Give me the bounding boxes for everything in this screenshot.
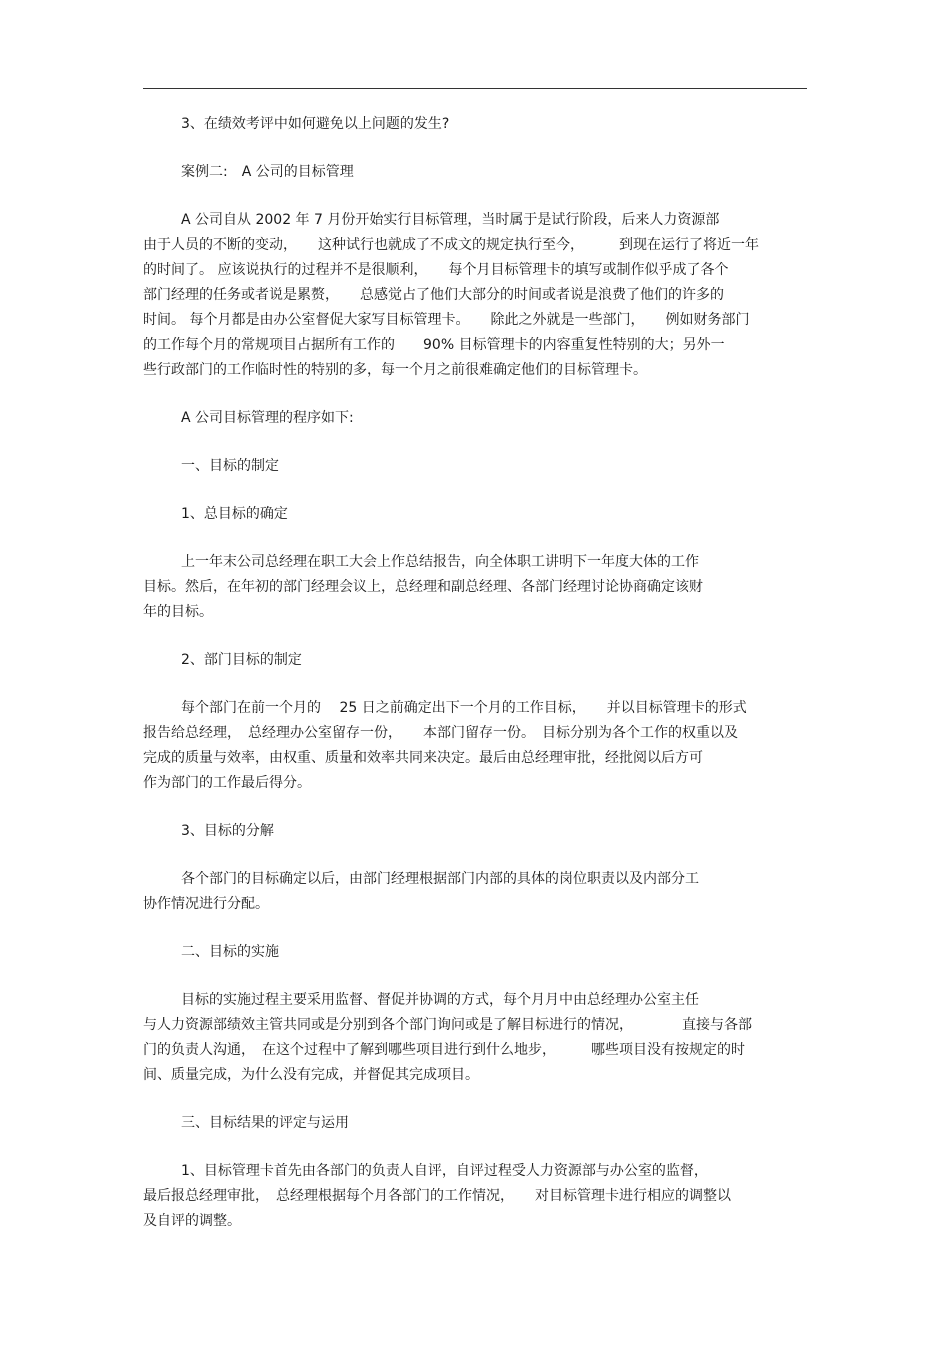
section-heading — [143, 454, 807, 479]
text-line: 一、目标的制定 — [181, 458, 279, 474]
text-line: 间、质量完成，为什么没有完成，并督促其完成项目。 — [143, 1067, 479, 1083]
section-heading — [143, 648, 807, 673]
text-line: 1、目标管理卡首先由各部门的负责人自评，自评过程受人力资源部与办公室的监督， — [181, 1163, 708, 1179]
text-line: 案例二: A 公司的目标管理 — [181, 164, 354, 180]
block-gap — [143, 383, 807, 406]
text-line: 由于人员的不断的变动， 这种试行也就成了不成文的规定执行至今， 到现在运行了将近一年 — [143, 237, 759, 253]
block-gap — [143, 917, 807, 940]
text-line: 报告给总经理， 总经理办公室留存一份， 本部门留存一份。 目标分别为各个工作的权重以及 — [143, 725, 738, 741]
body-paragraph — [143, 988, 807, 1088]
header-rule — [143, 88, 807, 89]
block-gap — [143, 479, 807, 502]
block-gap — [143, 527, 807, 550]
text-line: A 公司目标管理的程序如下: — [181, 410, 354, 426]
text-line: 的工作每个月的常规项目占据所有工作的 90% 目标管理卡的内容重复性特别的大；另外一 — [143, 337, 725, 353]
section-heading — [143, 819, 807, 844]
text-line: 的时间了。 应该说执行的过程并不是很顺利， 每个月目标管理卡的填写或制作似乎成了各个 — [143, 262, 729, 278]
body-paragraph — [143, 696, 807, 796]
text-line: 时间。 每个月都是由办公室督促大家写目标管理卡。 除此之外就是一些部门， 例如财务部门 — [143, 312, 750, 328]
text-line: 二、目标的实施 — [181, 944, 279, 960]
block-gap — [143, 137, 807, 160]
block-gap — [143, 796, 807, 819]
section-heading — [143, 112, 807, 137]
text-line: 门的负责人沟通， 在这个过程中了解到哪些项目进行到什么地步， 哪些项目没有按规定的时 — [143, 1042, 745, 1058]
text-line: 每个部门在前一个月的 25 日之前确定出下一个月的工作目标， 并以目标管理卡的形式 — [181, 700, 747, 716]
section-heading — [143, 1111, 807, 1136]
text-line: 部门经理的任务或者说是累赘， 总感觉占了他们大部分的时间或者说是浪费了他们的许多的 — [143, 287, 724, 303]
text-line: 与人力资源部绩效主管共同或是分别到各个部门询问或是了解目标进行的情况， 直接与各部 — [143, 1017, 752, 1033]
text-line: 目标的实施过程主要采用监督、督促并协调的方式，每个月月中由总经理办公室主任 — [181, 992, 699, 1008]
body-paragraph — [143, 208, 807, 383]
body-paragraph — [143, 1159, 807, 1234]
block-gap — [143, 844, 807, 867]
text-line: 最后报总经理审批， 总经理根据每个月各部门的工作情况， 对目标管理卡进行相应的调整以 — [143, 1188, 731, 1204]
block-gap — [143, 625, 807, 648]
block-gap — [143, 185, 807, 208]
block-gap — [143, 1088, 807, 1111]
block-gap — [143, 431, 807, 454]
text-line: 上一年末公司总经理在职工大会上作总结报告，向全体职工讲明下一年度大体的工作 — [181, 554, 699, 570]
text-line: 各个部门的目标确定以后，由部门经理根据部门内部的具体的岗位职责以及内部分工 — [181, 871, 699, 887]
body-paragraph — [143, 550, 807, 625]
body-paragraph — [143, 867, 807, 917]
text-line: 3、在绩效考评中如何避免以上问题的发生? — [181, 116, 450, 132]
text-line: 协作情况进行分配。 — [143, 896, 269, 912]
text-line: 些行政部门的工作临时性的特别的多，每一个月之前很难确定他们的目标管理卡。 — [143, 362, 647, 378]
block-gap — [143, 965, 807, 988]
document-body — [143, 112, 807, 1234]
text-line: 3、目标的分解 — [181, 823, 274, 839]
text-line: A 公司自从 2002 年 7 月份开始实行目标管理，当时属于是试行阶段，后来人力资源部 — [181, 212, 720, 228]
block-gap — [143, 673, 807, 696]
text-line: 1、总目标的确定 — [181, 506, 288, 522]
text-line: 2、部门目标的制定 — [181, 652, 302, 668]
text-line: 及自评的调整。 — [143, 1213, 241, 1229]
text-line: 年的目标。 — [143, 604, 213, 620]
text-line: 三、目标结果的评定与运用 — [181, 1115, 349, 1131]
block-gap — [143, 1136, 807, 1159]
section-heading — [143, 502, 807, 527]
section-heading — [143, 160, 807, 185]
section-heading — [143, 940, 807, 965]
section-heading — [143, 406, 807, 431]
text-line: 目标。然后，在年初的部门经理会议上，总经理和副总经理、各部门经理讨论协商确定该财 — [143, 579, 703, 595]
text-line: 作为部门的工作最后得分。 — [143, 775, 311, 791]
text-line: 完成的质量与效率，由权重、质量和效率共同来决定。最后由总经理审批，经批阅以后方可 — [143, 750, 703, 766]
